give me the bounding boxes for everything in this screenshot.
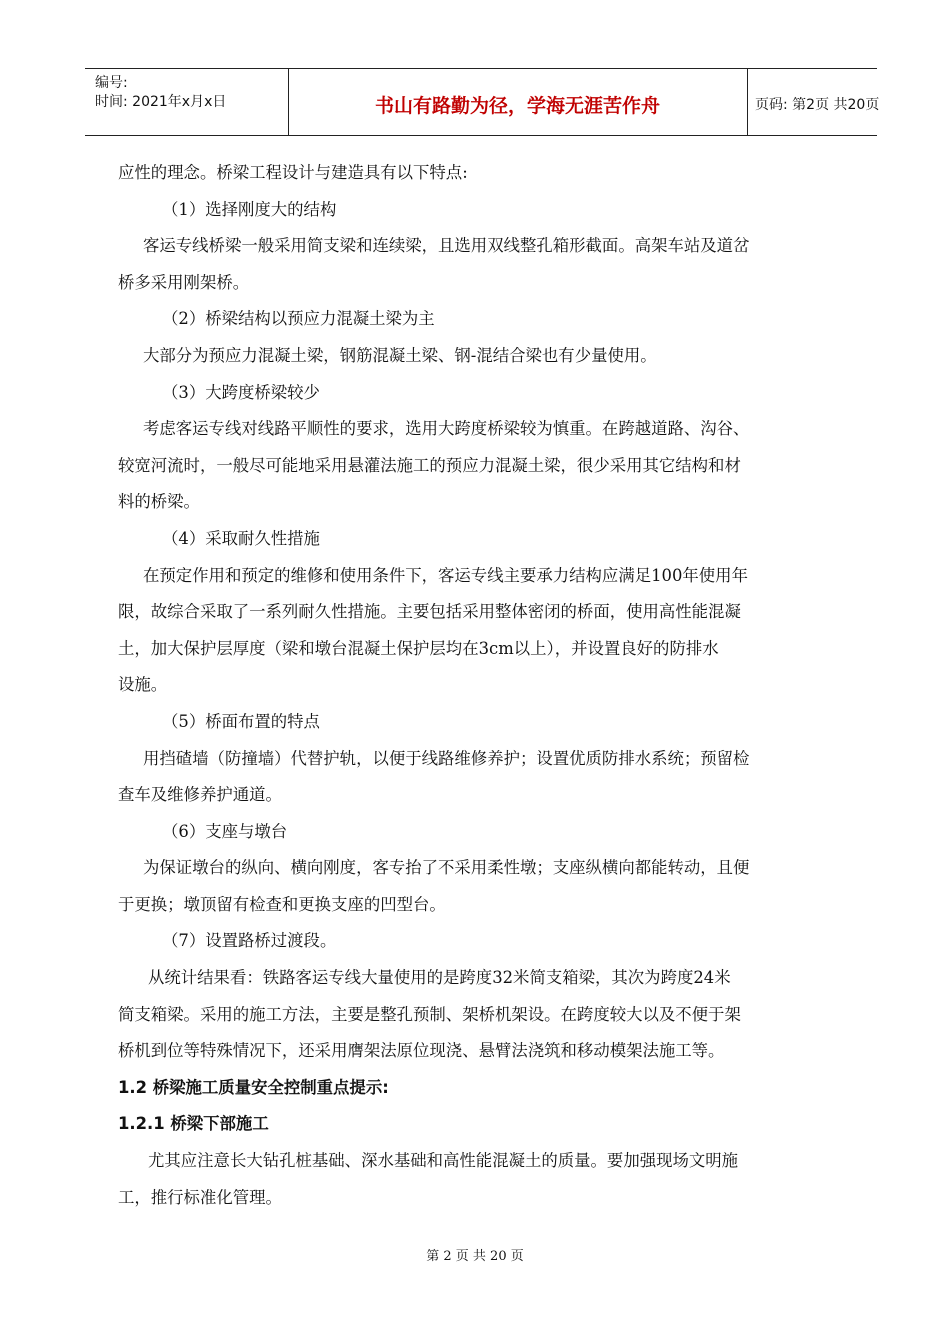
body-line: 客运专线桥梁一般采用简支梁和连续梁，且选用双线整孔箱形截面。高架车站及道岔 — [143, 236, 750, 256]
body-line: 尤其应注意长大钻孔桩基础、深水基础和高性能混凝土的质量。要加强现场文明施 — [148, 1151, 739, 1171]
body-line: 应性的理念。桥梁工程设计与建造具有以下特点: — [118, 163, 468, 182]
body-line: 较宽河流时，一般尽可能地采用悬灌法施工的预应力混凝土梁，很少采用其它结构和材 — [118, 455, 741, 475]
document-body — [118, 155, 850, 1216]
header-cell-center — [288, 69, 748, 135]
header-cell-right — [747, 69, 880, 135]
section-heading: 1.2 桥梁施工质量安全控制重点提示: — [118, 1077, 389, 1097]
header-cell-left — [85, 69, 289, 135]
body-line: 于更换；墩顶留有检查和更换支座的凹型台。 — [118, 894, 446, 914]
body-line: 桥多采用刚架桥。 — [118, 272, 250, 292]
body-line: 考虑客运专线对线路平顺性的要求，选用大跨度桥梁较为慎重。在跨越道路、沟谷、 — [143, 419, 750, 439]
header-motto: 书山有路勤为径，学海无涯苦作舟 — [374, 95, 660, 117]
list-heading: （2）桥梁结构以预应力混凝土梁为主 — [162, 309, 435, 329]
body-line: 设施。 — [118, 675, 168, 695]
body-line: 在预定作用和预定的维修和使用条件下，客运专线主要承力结构应满足100年使用年 — [143, 565, 748, 585]
header-page-info: 页码: 第2页 共20页 — [755, 97, 880, 113]
list-heading: （6）支座与墩台 — [162, 821, 288, 841]
body-line: 工，推行标准化管理。 — [118, 1187, 282, 1207]
page-footer: 第 2 页 共 20 页 — [426, 1249, 524, 1264]
list-heading: （7）设置路桥过渡段。 — [162, 931, 337, 951]
document-number-label: 编号: — [95, 75, 128, 91]
document-time-label: 时间: 2021年x月x日 — [95, 94, 227, 110]
list-heading: （4）采取耐久性措施 — [162, 528, 320, 548]
list-heading: （1）选择刚度大的结构 — [162, 199, 337, 219]
body-line: 用挡碴墙（防撞墙）代替护轨，以便于线路维修养护；设置优质防排水系统；预留检 — [143, 748, 750, 768]
body-line: 限，故综合采取了一系列耐久性措施。主要包括采用整体密闭的桥面，使用高性能混凝 — [118, 602, 741, 622]
body-line: 土，加大保护层厚度（梁和墩台混凝土保护层均在3cm以上），并设置良好的防排水 — [118, 638, 719, 658]
body-line: 从统计结果看：铁路客运专线大量使用的是跨度32米简支箱梁，其次为跨度24米 — [148, 968, 731, 988]
list-heading: （5）桥面布置的特点 — [162, 711, 320, 731]
subsection-heading: 1.2.1 桥梁下部施工 — [118, 1114, 269, 1134]
body-line: 简支箱梁。采用的施工方法，主要是整孔预制、架桥机架设。在跨度较大以及不便于架 — [118, 1004, 741, 1024]
header-table — [85, 68, 880, 136]
body-line: 桥机到位等特殊情况下，还采用膺架法原位现浇、悬臂法浇筑和移动模架法施工等。 — [118, 1041, 725, 1061]
body-line: 查车及维修养护通道。 — [118, 785, 282, 805]
body-line: 料的桥梁。 — [118, 492, 200, 512]
list-heading: （3）大跨度桥梁较少 — [162, 382, 320, 402]
body-line: 为保证墩台的纵向、横向刚度，客专抬了不采用柔性墩；支座纵横向都能转动，且便 — [143, 858, 750, 878]
body-line: 大部分为预应力混凝土梁，钢筋混凝土梁、钢-混结合梁也有少量使用。 — [143, 345, 657, 365]
